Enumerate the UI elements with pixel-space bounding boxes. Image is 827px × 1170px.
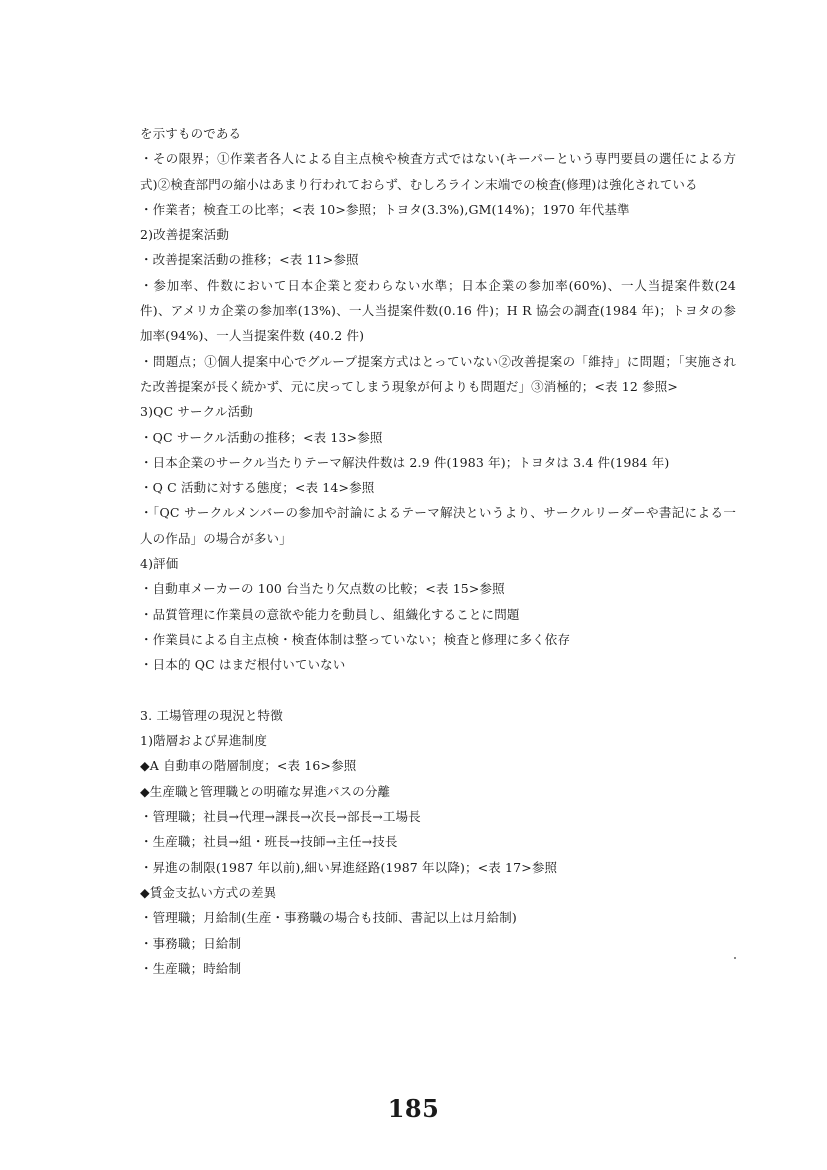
text-line-production-ladder: ・生産職；社員→組・班長→技師→主任→技長 (140, 834, 398, 850)
text-line-limits: ・その限界；①作業者各人による自主点検や検査方式ではない(キーパーという専門要員の選任による方式)②検査部門の縮小はあまり行われておらず、むしろライン末端での検査(修理)は強化されている (140, 151, 736, 192)
text-line-promotion-limits: ・昇進の制限(1987 年以前),細い昇進経路(1987 年以降)；<表 17>参照 (140, 859, 558, 875)
paragraph-gap (140, 678, 736, 703)
text-line-management-ladder: ・管理職；社員→代理→課長→次長→部長→工場長 (140, 809, 421, 825)
text-line-japanese-qc: ・日本的 QC はまだ根付いていない (140, 657, 346, 673)
text-line-office-wage: ・事務職；日給制 (140, 935, 242, 951)
text-line-production-wage: ・生産職；時給制 (140, 960, 242, 976)
text-line-wage-difference: ◆賃金支払い方式の差異 (140, 884, 277, 900)
chapter-heading-factory-management: 3. 工場管理の現況と特徴 (140, 707, 283, 723)
section-heading-suggestions: 2)改善提案活動 (140, 227, 230, 243)
text-line-qc-attitude: ・Q C 活動に対する態度；<表 14>参照 (140, 480, 375, 496)
text-line-participation: ・参加率、件数において日本企業と変わらない水準；日本企業の参加率(60%)、一人当提案件数(24 件)、アメリカ企業の参加率(13%)、一人当提案件数(0.16 件)；H R 協会の調査(1984 年)；トヨタの参加率(94%)、一人当提案件数 (40.2 件) (140, 277, 736, 344)
page-number: 185 (387, 1094, 440, 1123)
text-line-problems: ・問題点；①個人提案中心でグループ提案方式はとっていない②改善提案の「維持」に問題；「実施された改善提案が長く続かず、元に戻ってしまう現象が何よりも問題だ」③消極的；<表 12 参照> (140, 353, 736, 394)
text-line-promotion-path: ◆生産職と管理職との明確な昇進パスの分離 (140, 783, 391, 799)
section-heading-qc-circle: 3)QC サークル活動 (140, 404, 253, 420)
scan-speck (734, 957, 736, 959)
text-line-qc-quote: ・「QC サークルメンバーの参加や討論によるテーマ解決というより、サークルリーダーや書記による一人の作品」の場合が多い」 (140, 505, 736, 546)
section-heading-hierarchy: 1)階層および昇進制度 (140, 733, 267, 749)
text-line-qc-trend: ・QC サークル活動の推移；<表 13>参照 (140, 429, 383, 445)
body-text (140, 121, 736, 981)
section-heading-evaluation: 4)評価 (140, 556, 179, 572)
text-line-suggestion-trend: ・改善提案活動の推移；<表 11>参照 (140, 252, 359, 268)
text-line-self-inspection: ・作業員による自主点検・検査体制は整っていない；検査と修理に多く依存 (140, 631, 571, 647)
text-line-theme-count: ・日本企業のサークル当たりテーマ解決件数は 2.9 件(1983 年)；トヨタは 3.4 件(1984 年) (140, 454, 670, 470)
text-line-intro: を示すものである (140, 126, 242, 141)
text-line-inspector-ratio: ・作業者；検査工の比率；<表 10>参照；トヨタ(3.3%),GM(14%)；1970 年代基準 (140, 201, 630, 217)
text-line-management-wage: ・管理職；月給制(生産・事務職の場合も技師、書記以上は月給制) (140, 910, 517, 926)
text-line-defect-comparison: ・自動車メーカーの 100 台当たり欠点数の比較；<表 15>参照 (140, 581, 505, 597)
text-line-hierarchy-table: ◆A 自動車の階層制度；<表 16>参照 (140, 758, 357, 774)
text-line-quality-management: ・品質管理に作業員の意欲や能力を動員し、組織化することに問題 (140, 606, 520, 622)
